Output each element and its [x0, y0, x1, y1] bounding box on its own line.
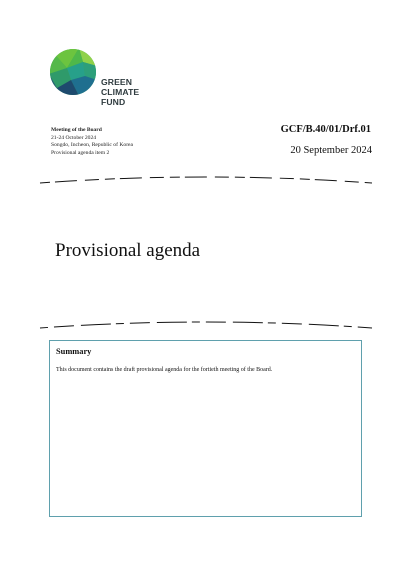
logo-line-1: GREEN — [101, 77, 133, 87]
agenda-item: Provisional agenda item 2 — [51, 149, 110, 156]
document-date: 20 September 2024 — [290, 145, 372, 156]
logo-line-2: CLIMATE — [101, 87, 140, 97]
meeting-info — [51, 127, 133, 157]
top-divider — [38, 172, 374, 184]
bottom-divider — [38, 317, 374, 329]
document-number: GCF/B.40/01/Drf.01 — [280, 124, 371, 135]
meeting-dates: 21-24 October 2024 — [51, 134, 97, 141]
gcf-logo-icon — [49, 48, 97, 96]
meeting-title: Meeting of the Board — [51, 127, 102, 133]
summary-text: This document contains the draft provisional agenda for the fortieth meeting of the Board. — [56, 367, 273, 373]
meeting-location: Songdo, Incheon, Republic of Korea — [51, 142, 134, 149]
summary-box — [49, 340, 362, 517]
summary-heading: Summary — [56, 347, 92, 356]
page-title: Provisional agenda — [55, 240, 201, 261]
logo-wordmark — [101, 77, 139, 107]
logo-line-3: FUND — [101, 97, 126, 107]
